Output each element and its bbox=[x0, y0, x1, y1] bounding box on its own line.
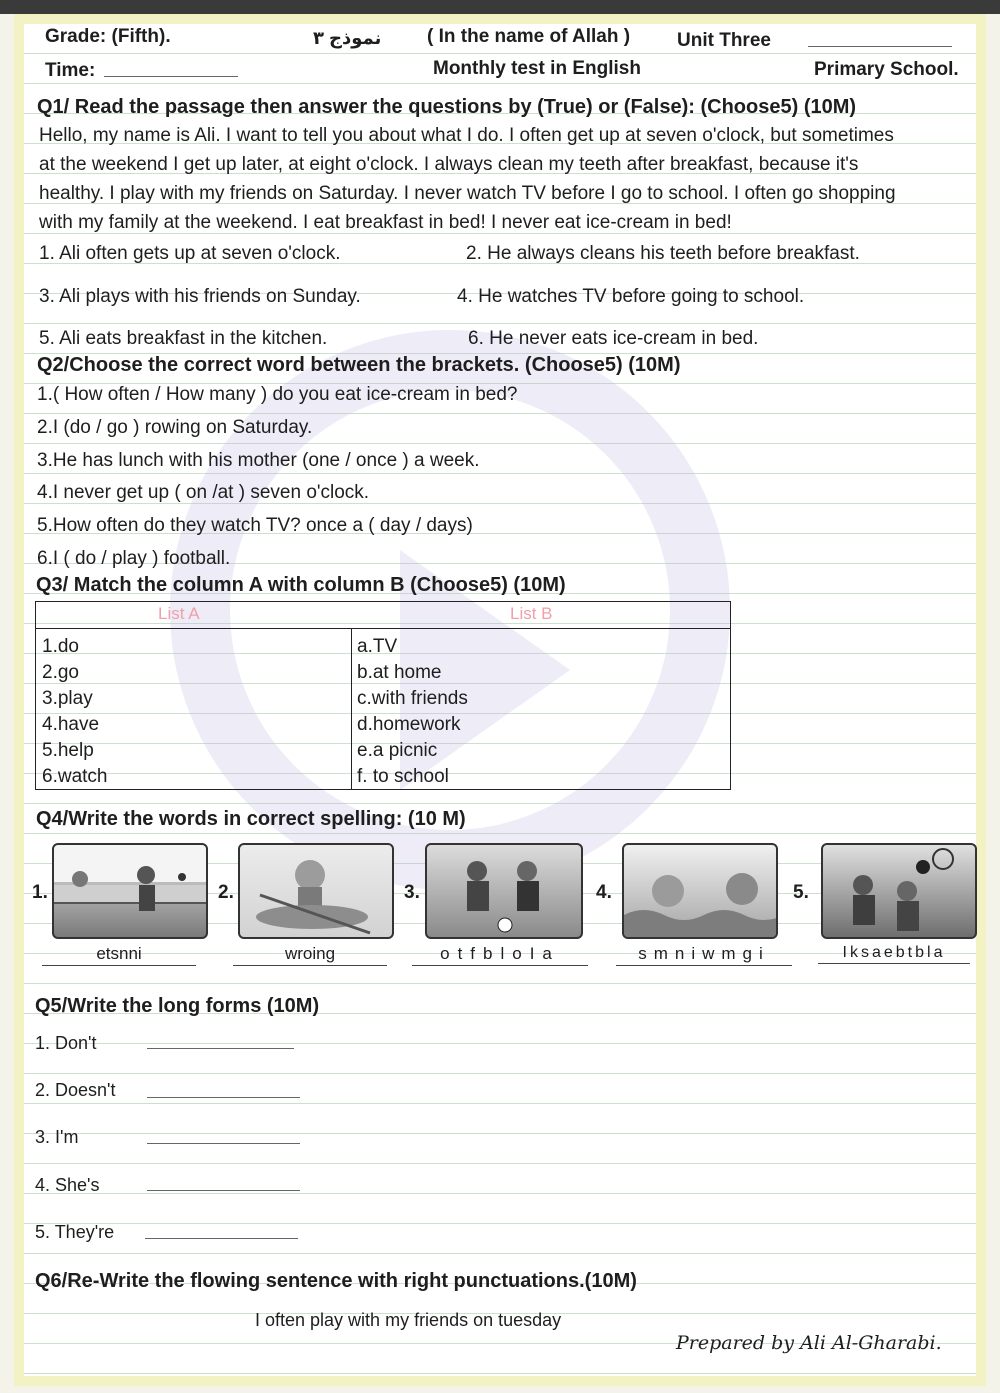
column-a-item: 3.play bbox=[42, 688, 93, 709]
answer-blank bbox=[147, 1048, 294, 1049]
unit-blank bbox=[808, 46, 952, 47]
q2-item: 4.I never get up ( on /at ) seven o'clock. bbox=[37, 482, 370, 503]
q5-item: 1. Don't bbox=[35, 1033, 97, 1053]
tennis-picture bbox=[52, 843, 208, 939]
unit-label: Unit Three bbox=[677, 30, 771, 51]
time-label: Time: bbox=[45, 60, 96, 81]
answer-blank bbox=[147, 1097, 300, 1098]
column-a-item: 1.do bbox=[42, 636, 79, 657]
q1-item: 1. Ali often gets up at seven o'clock. bbox=[39, 243, 341, 264]
list-a-header: List A bbox=[158, 604, 200, 623]
top-border bbox=[0, 0, 1000, 14]
answer-blank bbox=[147, 1143, 300, 1144]
picture-number: 1. bbox=[32, 882, 48, 903]
passage-line: with my family at the weekend. I eat breakfast in bed! I never eat ice-cream in bed! bbox=[39, 212, 732, 233]
column-b-item: b.at home bbox=[357, 662, 442, 683]
q5-item: 5. They're bbox=[35, 1222, 115, 1242]
column-a-item: 5.help bbox=[42, 740, 94, 761]
q2-item: 3.He has lunch with his mother (one / once ) a week. bbox=[37, 450, 480, 471]
q5-title: Q5/Write the long forms (10M) bbox=[35, 995, 320, 1017]
q2-item: 1.( How often / How many ) do you eat ice-cream in bed? bbox=[37, 384, 518, 405]
bismillah: ( In the name of Allah ) bbox=[427, 26, 631, 47]
q4-title: Q4/Write the words in correct spelling: (10 M) bbox=[36, 808, 466, 830]
passage-line: Hello, my name is Ali. I want to tell you about what I do. I often get up at seven o'clock, but sometimes bbox=[39, 125, 894, 146]
signature: Prepared by Ali Al-Gharabi. bbox=[676, 1332, 942, 1354]
model-label: نموذج ٣ bbox=[313, 28, 382, 48]
q2-item: 5.How often do they watch TV? once a ( day / days) bbox=[37, 515, 473, 536]
q2-item: 6.I ( do / play ) football. bbox=[37, 548, 231, 569]
q6-sentence: I often play with my friends on tuesday bbox=[255, 1310, 562, 1330]
answer-blank bbox=[147, 1190, 300, 1191]
q1-item: 4. He watches TV before going to school. bbox=[457, 286, 805, 307]
scrambled-word: wroing bbox=[233, 944, 387, 966]
q1-item: 3. Ali plays with his friends on Sunday. bbox=[39, 286, 361, 307]
column-b-item: c.with friends bbox=[357, 688, 468, 709]
match-table bbox=[35, 601, 731, 790]
column-a-item: 6.watch bbox=[42, 766, 108, 787]
scrambled-word: otfbloIa bbox=[412, 944, 588, 966]
q1-item: 6. He never eats ice-cream in bed. bbox=[468, 328, 759, 349]
picture-number: 4. bbox=[596, 882, 612, 903]
football-picture bbox=[425, 843, 583, 939]
list-b-header: List B bbox=[510, 604, 553, 623]
column-a-item: 4.have bbox=[42, 714, 100, 735]
column-b-item: d.homework bbox=[357, 714, 461, 735]
answer-blank bbox=[145, 1238, 298, 1239]
q3-title: Q3/ Match the column A with column B (Choose5) (10M) bbox=[36, 574, 566, 596]
rowing-picture bbox=[238, 843, 394, 939]
swimming-picture bbox=[622, 843, 778, 939]
grade-label: Grade: (Fifth). bbox=[45, 26, 171, 47]
passage-line: healthy. I play with my friends on Saturday. I never watch TV before I go to school. I often go shopping bbox=[39, 183, 896, 204]
scrambled-word: Iksaebtbla bbox=[818, 944, 970, 964]
column-b-item: f. to school bbox=[357, 766, 449, 787]
match-table-header bbox=[36, 602, 730, 629]
q1-title: Q1/ Read the passage then answer the questions by (True) or (False): (Choose5) (10M) bbox=[37, 96, 857, 118]
column-divider bbox=[351, 628, 352, 790]
q5-item: 3. I'm bbox=[35, 1127, 79, 1147]
tennis-icon bbox=[54, 845, 208, 939]
picture-number: 5. bbox=[793, 882, 809, 903]
column-b-item: e.a picnic bbox=[357, 740, 438, 761]
school-label: Primary School. bbox=[814, 59, 959, 80]
test-title: Monthly test in English bbox=[433, 58, 641, 79]
passage-line: at the weekend I get up later, at eight o'clock. I always clean my teeth after breakfast, because it's bbox=[39, 154, 859, 175]
rowing-icon bbox=[240, 845, 394, 939]
q5-item: 2. Doesn't bbox=[35, 1080, 116, 1100]
column-a-item: 2.go bbox=[42, 662, 79, 683]
basketball-icon bbox=[823, 845, 977, 939]
q1-item: 5. Ali eats breakfast in the kitchen. bbox=[39, 328, 328, 349]
picture-number: 2. bbox=[218, 882, 234, 903]
football-icon bbox=[427, 845, 583, 939]
q2-title: Q2/Choose the correct word between the brackets. (Choose5) (10M) bbox=[37, 354, 681, 376]
q6-title: Q6/Re-Write the flowing sentence with right punctuations.(10M) bbox=[35, 1270, 637, 1292]
time-blank bbox=[104, 76, 238, 77]
column-b-item: a.TV bbox=[357, 636, 398, 657]
picture-number: 3. bbox=[404, 882, 420, 903]
scrambled-word: smniwmgi bbox=[616, 944, 792, 966]
q5-item: 4. She's bbox=[35, 1175, 100, 1195]
q2-item: 2.I (do / go ) rowing on Saturday. bbox=[37, 417, 313, 438]
swimming-icon bbox=[624, 845, 778, 939]
scrambled-word: etsnni bbox=[42, 944, 196, 966]
q1-item: 2. He always cleans his teeth before breakfast. bbox=[466, 243, 860, 264]
basketball-picture bbox=[821, 843, 977, 939]
